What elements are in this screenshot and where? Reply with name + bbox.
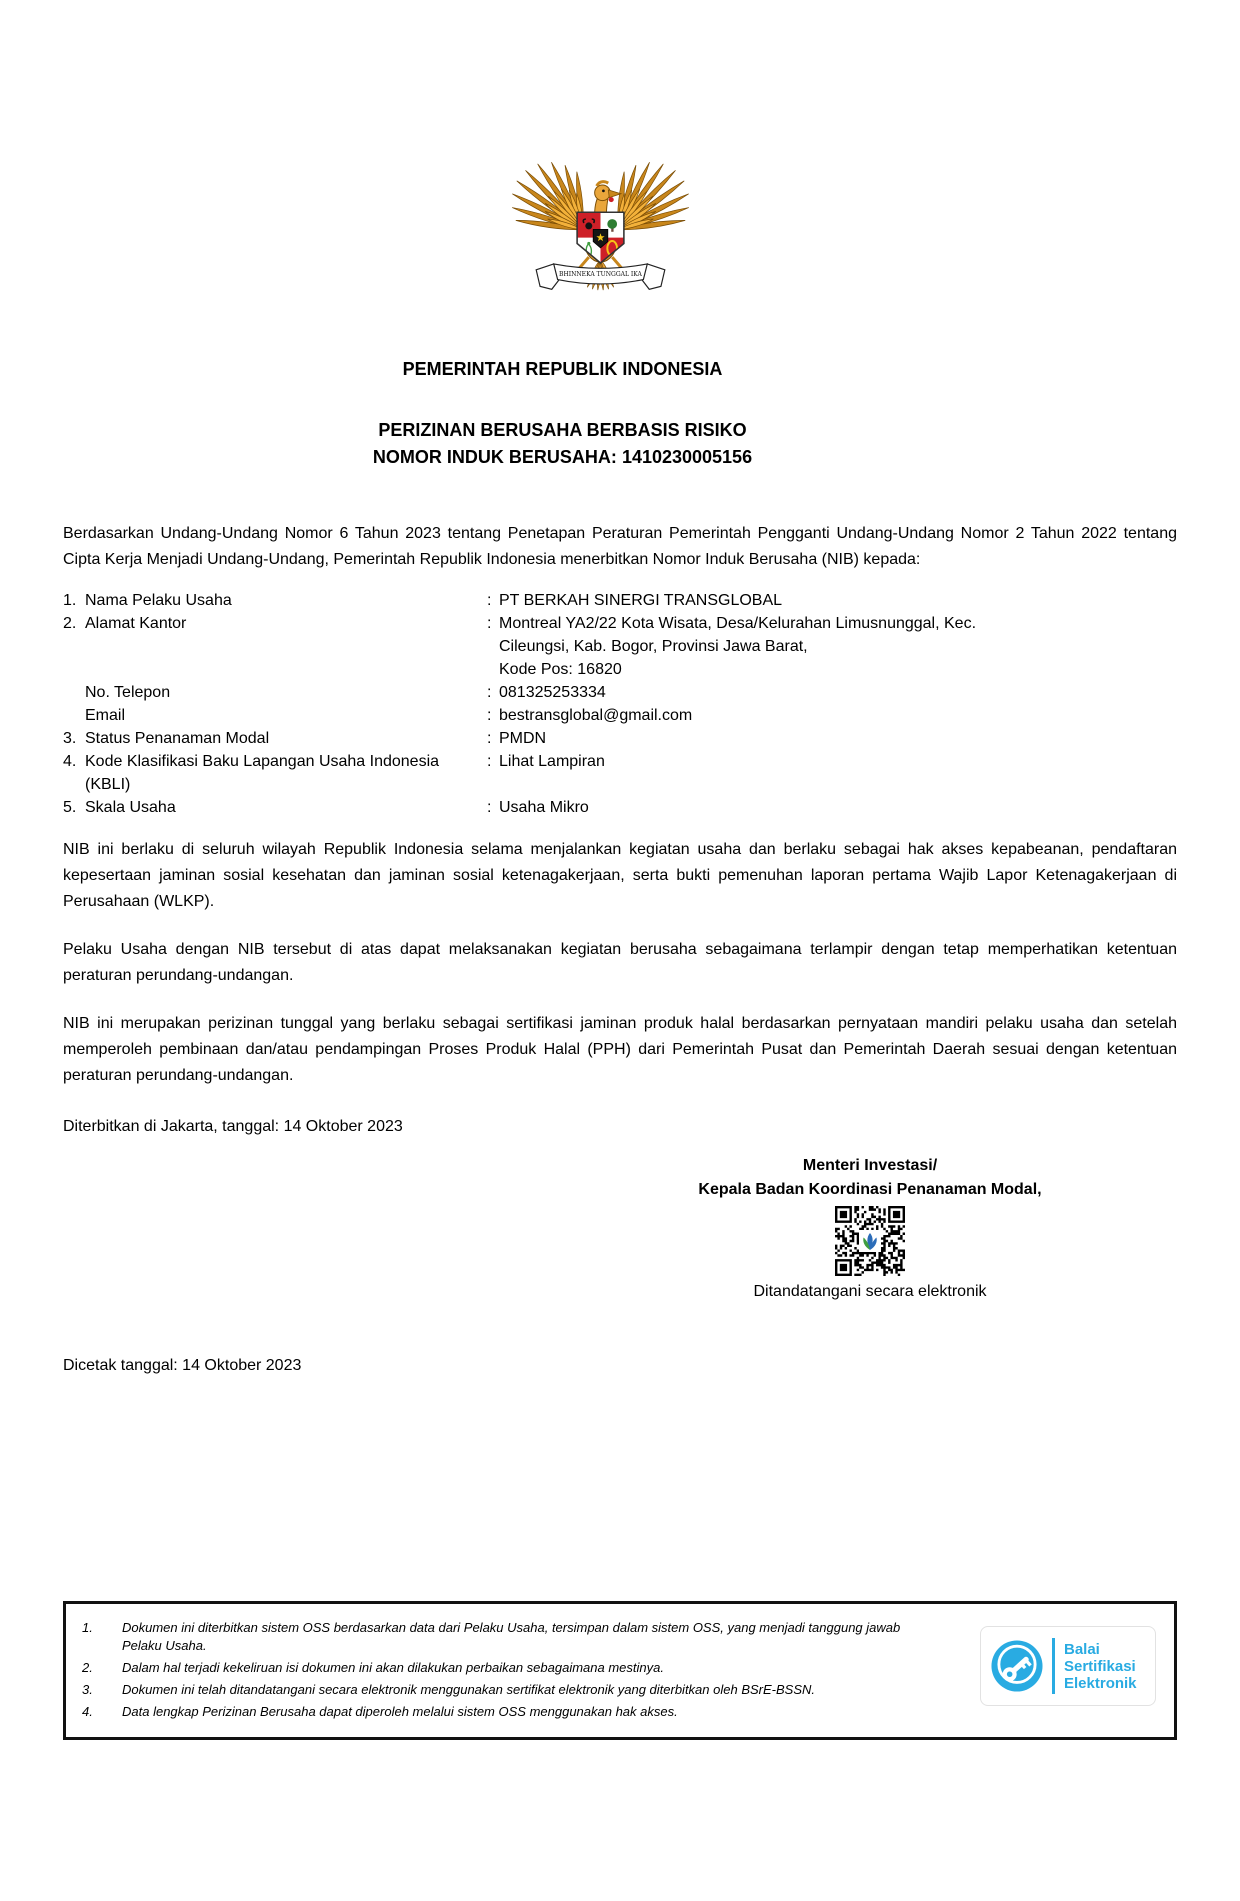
bse-logo-text <box>1064 1641 1137 1692</box>
field-label: No. Telepon <box>85 684 171 701</box>
field-colon: : <box>487 730 492 747</box>
field-colon: : <box>487 799 492 816</box>
note-number: 3. <box>82 1682 93 1697</box>
garuda-right-wing <box>617 162 688 230</box>
field-label: Nama Pelaku Usaha <box>85 592 232 609</box>
field-value: PT BERKAH SINERGI TRANSGLOBAL <box>499 592 783 609</box>
government-title: PEMERINTAH REPUBLIK INDONESIA <box>402 359 723 379</box>
field-row-kbli <box>63 750 1177 796</box>
business-fields <box>63 589 1177 819</box>
footer-notes-box <box>63 1601 1177 1740</box>
bse-certification-logo <box>980 1626 1156 1706</box>
field-value: bestransglobal@gmail.com <box>499 707 693 724</box>
field-number: 4. <box>63 753 77 770</box>
field-value: 081325253334 <box>499 684 606 701</box>
field-colon: : <box>487 592 492 609</box>
note-text: Dokumen ini diterbitkan sistem OSS berdasarkan data dari Pelaku Usaha, tersimpan dalam sistem OSS, yang menjadi tanggung jawab Pelaku Usaha. <box>122 1620 901 1653</box>
field-row-nama <box>63 589 1177 612</box>
intro-paragraph: Berdasarkan Undang-Undang Nomor 6 Tahun 2023 tentang Penetapan Peraturan Pemerintah Pengganti Undang-Undang Nomor 2 Tahun 2022 tentang Cipta Kerja Menjadi Undang-Undang, Pemerintah Republik Indonesia menerbitkan Nomor Induk Berusaha (NIB) kepada: <box>63 525 1177 568</box>
field-value: Usaha Mikro <box>499 799 589 816</box>
field-row-alamat <box>63 612 1177 681</box>
garuda-head <box>594 185 610 201</box>
printed-line: Dicetak tanggal: 14 Oktober 2023 <box>63 1357 302 1374</box>
field-colon: : <box>487 753 492 770</box>
garuda-eye <box>602 189 605 192</box>
field-value <box>499 612 1177 681</box>
garuda-pancasila-emblem-icon <box>63 146 1177 305</box>
field-label: Email <box>85 707 126 724</box>
kbli-label-line-1: Kode Klasifikasi Baku Lapangan Usaha Indonesia <box>85 753 440 770</box>
paragraph-halal: NIB ini merupakan perizinan tunggal yang berlaku sebagai sertifikasi jaminan produk halal berdasarkan pernyataan mandiri pelaku usaha dan setelah memperoleh pembinaan dan/atau pendampingan Proses Produk Halal (PPH) dari Pemerintah Pusat dan Pemerintah Daerah sesuai dengan ketentuan peraturan perundang-undangan. <box>63 1015 1177 1084</box>
field-label: Alamat Kantor <box>85 615 187 632</box>
garuda-svg <box>493 146 708 300</box>
logo-divider <box>1052 1638 1055 1694</box>
bse-text-line-3: Elektronik <box>1064 1674 1137 1692</box>
field-number: 1. <box>63 592 77 609</box>
address-line-3: Kode Pos: 16820 <box>499 661 622 678</box>
note-text: Dalam hal terjadi kekeliruan isi dokumen ini akan dilakukan perbaikan sebagaimana mestinya. <box>122 1660 664 1675</box>
field-label: Status Penanaman Modal <box>85 730 270 747</box>
garuda-banner <box>536 264 665 289</box>
document-title-block <box>63 417 1177 471</box>
bkpm-logo-icon <box>859 1230 881 1252</box>
banner-motto: BHINNEKA TUNGGAL IKA <box>558 271 642 279</box>
note-number: 4. <box>82 1704 93 1719</box>
field-value: PMDN <box>499 730 547 747</box>
kbli-label-line-2: (KBLI) <box>85 776 131 793</box>
qr-code <box>835 1206 905 1276</box>
pancasila-shield <box>577 212 624 265</box>
field-row-email <box>63 704 1177 727</box>
note-number: 1. <box>82 1620 93 1635</box>
field-row-status-modal <box>63 727 1177 750</box>
document-title: PERIZINAN BERUSAHA BERBASIS RISIKO <box>378 420 747 440</box>
field-number: 5. <box>63 799 77 816</box>
garuda-wattle <box>608 197 613 202</box>
signature-block <box>610 1154 1130 1304</box>
signed-electronically-note: Ditandatangani secara elektronik <box>753 1283 987 1300</box>
field-number: 2. <box>63 615 77 632</box>
field-row-skala <box>63 796 1177 819</box>
nib-label: NOMOR INDUK BERUSAHA: <box>372 447 617 467</box>
nib-number: 1410230005156 <box>621 447 753 467</box>
issued-line: Diterbitkan di Jakarta, tanggal: 14 Oktober 2023 <box>63 1118 403 1135</box>
signatory-title-1: Menteri Investasi/ <box>802 1157 938 1174</box>
garuda-left-wing <box>512 162 583 230</box>
signatory-title-2: Kepala Badan Koordinasi Penanaman Modal, <box>698 1181 1042 1198</box>
address-line-2: Cileungsi, Kab. Bogor, Provinsi Jawa Barat, <box>499 638 808 655</box>
field-colon: : <box>487 684 492 701</box>
field-colon: : <box>487 615 492 632</box>
document-page <box>0 146 1240 1740</box>
bse-text-line-2: Sertifikasi <box>1064 1657 1136 1675</box>
nib-number-line <box>63 444 1062 471</box>
bse-text-line-1: Balai <box>1064 1640 1100 1658</box>
field-number: 3. <box>63 730 77 747</box>
field-label: Skala Usaha <box>85 799 176 816</box>
address-line-1: Montreal YA2/22 Kota Wisata, Desa/Kelurahan Limusnunggal, Kec. <box>499 615 977 632</box>
note-text: Dokumen ini telah ditandatangani secara elektronik menggunakan sertifikat elektronik yang diterbitkan oleh BSrE-BSSN. <box>122 1682 815 1697</box>
key-icon <box>989 1638 1045 1694</box>
field-value: Lihat Lampiran <box>499 753 605 770</box>
field-colon: : <box>487 707 492 724</box>
note-number: 2. <box>82 1660 93 1675</box>
field-label <box>85 750 487 796</box>
field-row-telepon <box>63 681 1177 704</box>
note-text: Data lengkap Perizinan Berusaha dapat diperoleh melalui sistem OSS menggunakan hak akses. <box>122 1704 678 1719</box>
paragraph-nib-scope: NIB ini berlaku di seluruh wilayah Republik Indonesia selama menjalankan kegiatan usaha dan berlaku sebagai hak akses kepabeanan, pendaftaran kepesertaan jaminan sosial kesehatan dan jaminan sosial ketenagakerjaan, serta bukti pemenuhan laporan pertama Wajib Lapor Ketenagakerjaan di Perusahaan (WLKP). <box>63 841 1177 910</box>
paragraph-nib-usage: Pelaku Usaha dengan NIB tersebut di atas dapat melaksanakan kegiatan berusaha sebagaimana terlampir dengan tetap memperhatikan ketentuan peraturan perundang-undangan. <box>63 941 1177 984</box>
